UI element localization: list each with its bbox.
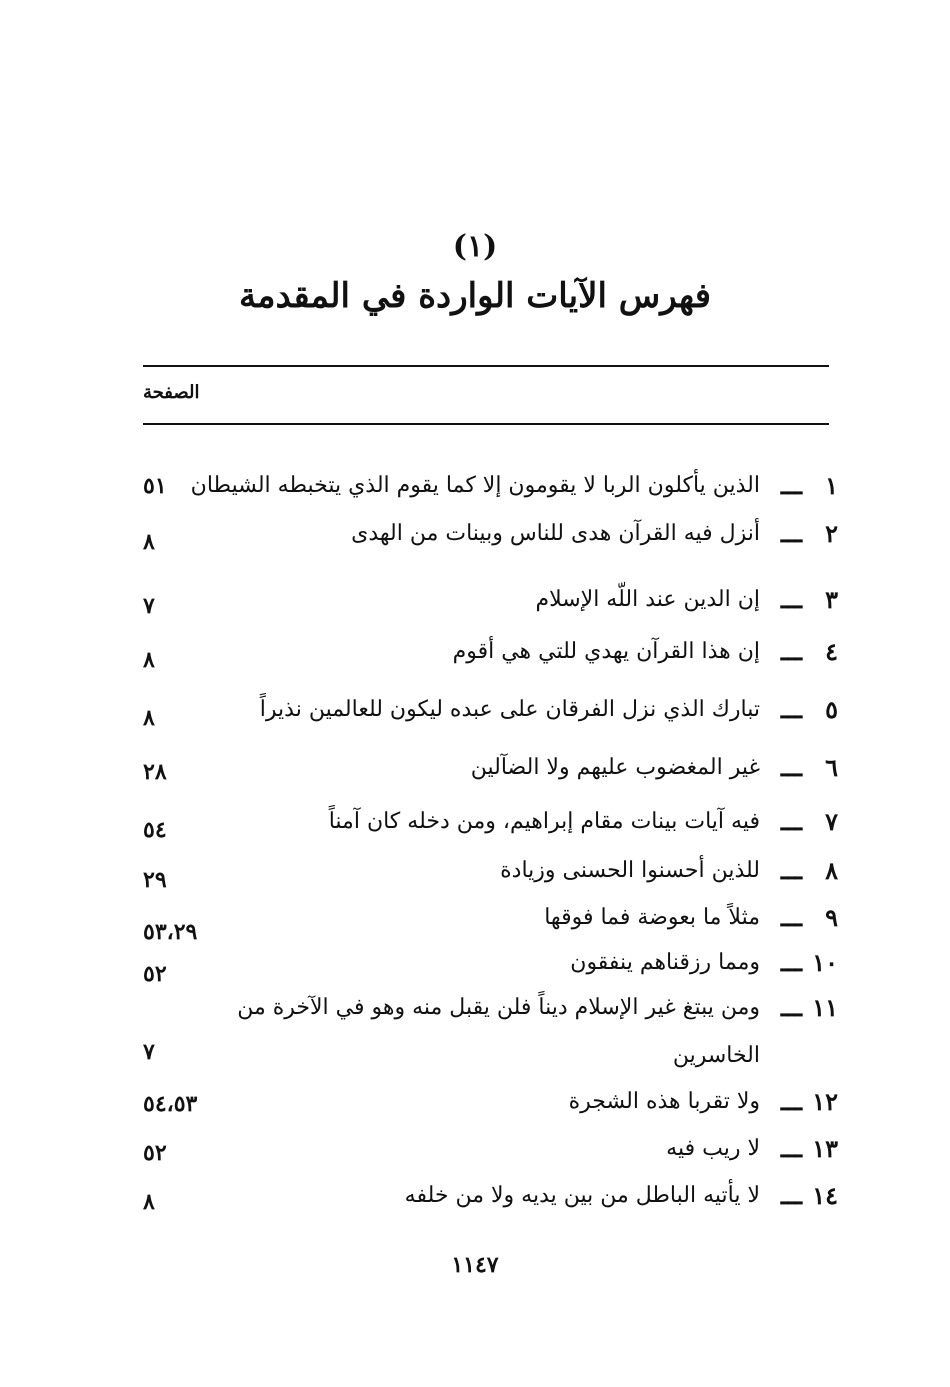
entry-page: ٥٢ (143, 1140, 167, 1166)
entry-dash: ـــ (780, 519, 802, 548)
entry-text: ومما رزقناهم ينفقون (570, 950, 760, 975)
entry-text: فيه آيات بينات مقام إبراهيم، ومن دخله كان آمناً (328, 809, 760, 834)
entry-number: ١٤ (812, 1181, 838, 1210)
entry-text: إن هذا القرآن يهدي للتي هي أقوم (452, 639, 760, 664)
entry-text: لا يأتيه الباطل من بين يديه ولا من خلفه (404, 1183, 760, 1208)
entry-page: ٨ (143, 705, 155, 731)
entry-text: ولا تقربا هذه الشجرة (568, 1089, 760, 1114)
entry-text: لا ريب فيه (666, 1136, 760, 1161)
entry-page: ٨ (143, 1189, 155, 1215)
entry-dash: ـــ (780, 856, 802, 885)
entry-dash: ـــ (780, 948, 802, 977)
entry-dash: ـــ (780, 1134, 802, 1163)
header-bottom-rule (143, 423, 829, 425)
entry-page: ٥٢ (143, 961, 167, 987)
entry-dash: ـــ (780, 753, 802, 782)
entry-text: إن الدين عند اللّه الإسلام (535, 587, 760, 612)
entry-page: ٥٤ (143, 817, 167, 843)
entry-dash: ـــ (780, 695, 802, 724)
entry-page: ٥٤،٥٣ (143, 1091, 198, 1117)
entry-text: الذين يأكلون الربا لا يقومون إلا كما يقوم الذي يتخبطه الشيطان (190, 473, 760, 498)
entry-page: ٥٣،٢٩ (143, 919, 198, 945)
header-top-rule (143, 365, 829, 367)
entry-number: ١١ (812, 993, 838, 1022)
entry-dash: ـــ (780, 471, 802, 500)
entry-dash: ـــ (780, 903, 802, 932)
entry-text: أنزل فيه القرآن هدى للناس وبينات من الهدى (351, 521, 760, 546)
entry-page: ٢٨ (143, 759, 167, 785)
entry-number: ١ (825, 471, 838, 500)
entry-text: ومن يبتغ غير الإسلام ديناً فلن يقبل منه وهو في الآخرة من الخاسرين (237, 995, 760, 1068)
entry-text: غير المغضوب عليهم ولا الضآلين (470, 755, 760, 780)
entry-page: ٥١ (143, 473, 167, 499)
entry-number: ٣ (825, 585, 838, 614)
entry-page: ٧ (143, 593, 155, 619)
entry-page: ٢٩ (143, 867, 167, 893)
entry-number: ٤ (825, 637, 838, 666)
page-number: ١١٤٧ (451, 1252, 499, 1278)
entry-dash: ـــ (780, 585, 802, 614)
entry-number: ٢ (825, 519, 838, 548)
entry-dash: ـــ (780, 1087, 802, 1116)
entry-number: ٧ (825, 807, 838, 836)
entry-page: ٨ (143, 529, 155, 555)
entry-dash: ـــ (780, 1181, 802, 1210)
chapter-number: (١) (452, 229, 498, 264)
entry-number: ١٠ (812, 948, 838, 977)
entry-dash: ـــ (780, 637, 802, 666)
page-column-header: الصفحة (143, 382, 200, 403)
entry-page: ٨ (143, 647, 155, 673)
entry-number: ٩ (825, 903, 838, 932)
entry-text: تبارك الذي نزل الفرقان على عبده ليكون للعالمين نذيراً (259, 697, 760, 722)
entry-number: ٦ (825, 753, 838, 782)
entry-number: ٥ (825, 695, 838, 724)
entry-text: للذين أحسنوا الحسنى وزيادة (500, 858, 760, 883)
entry-dash: ـــ (780, 993, 802, 1022)
entry-dash: ـــ (780, 807, 802, 836)
entry-page: ٧ (143, 1039, 155, 1065)
entry-number: ٨ (825, 856, 838, 885)
entry-text: مثلاً ما بعوضة فما فوقها (544, 905, 760, 930)
entry-number: ١٢ (812, 1087, 838, 1116)
page-title: فهرس الآيات الواردة في المقدمة (239, 276, 711, 316)
entry-number: ١٣ (812, 1134, 838, 1163)
